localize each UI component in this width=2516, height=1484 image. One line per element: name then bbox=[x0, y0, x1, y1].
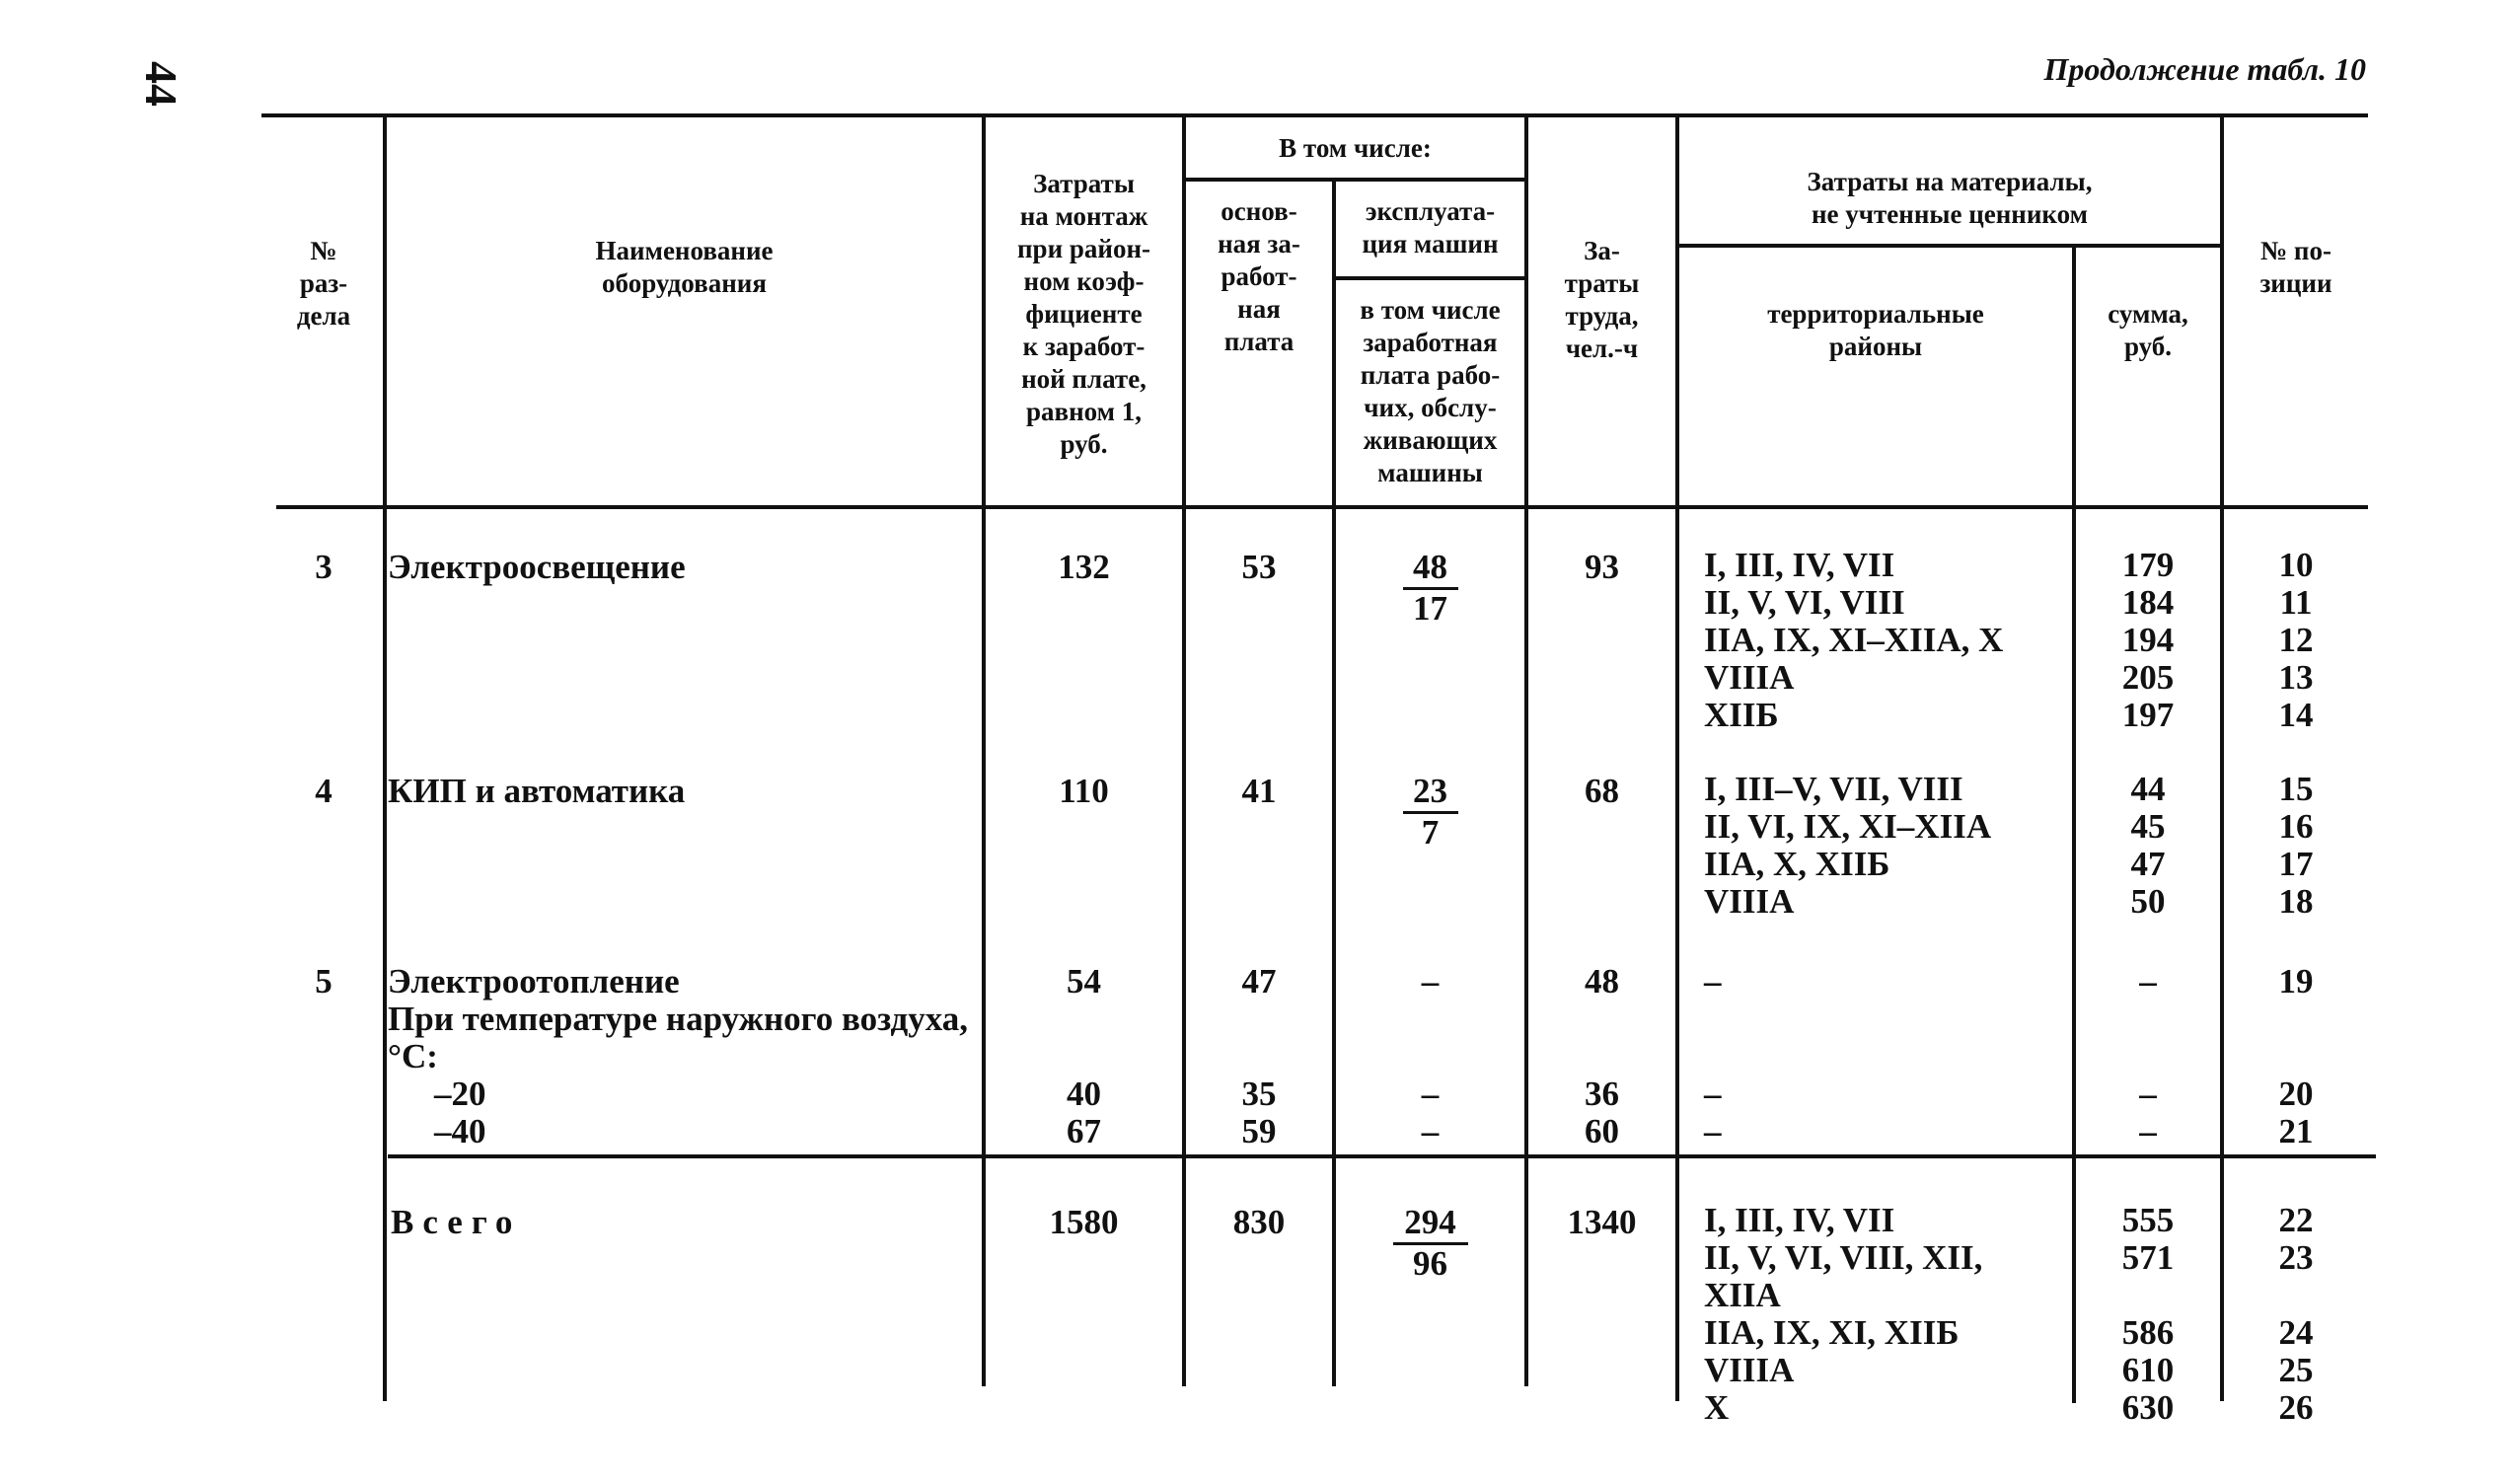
row3-section: 3 bbox=[315, 548, 333, 586]
total-rule bbox=[388, 1154, 2376, 1158]
row5-sub2-sum: – bbox=[2139, 1112, 2157, 1150]
row4-labor: 68 bbox=[1585, 772, 1619, 810]
row3-labor: 93 bbox=[1585, 548, 1619, 586]
row3-sums: 179 184 194 205 197 bbox=[2121, 546, 2175, 734]
header-installation-cost: Затраты на монтаж при район- ном коэф- фициенте к заработ- ной плате, равном 1, руб. bbox=[1017, 169, 1150, 459]
total-wage: 830 bbox=[1232, 1203, 1286, 1241]
row5-sub1-name: –20 bbox=[434, 1075, 486, 1113]
row5-sub2-wage: 59 bbox=[1241, 1112, 1277, 1150]
row5-labor: 48 bbox=[1585, 962, 1619, 1001]
total-machines-fraction: $\frac{294}{96}$ bbox=[1336, 1204, 1524, 1283]
header-including-group: В том числе: bbox=[1279, 133, 1432, 163]
row5-sub2-cost: 67 bbox=[1067, 1112, 1101, 1150]
row3-cost: 132 bbox=[1058, 548, 1110, 586]
row5-sub1-wage: 35 bbox=[1241, 1075, 1277, 1113]
header-section-number: № раз- дела bbox=[296, 236, 351, 331]
row4-wage: 41 bbox=[1241, 772, 1277, 810]
total-label: Всего bbox=[391, 1203, 522, 1241]
header-equipment-name: Наименование оборудования bbox=[595, 236, 774, 298]
row5-sub1-sum: – bbox=[2139, 1075, 2157, 1113]
row4-regions: I, III–V, VII, VIII II, VI, IX, XI–XIIA IIA, X, XIIБ VIIIA bbox=[1704, 770, 1992, 921]
row4-section: 4 bbox=[315, 772, 333, 810]
table-continuation-caption: Продолжение табл. 10 bbox=[2043, 51, 2366, 87]
row5-machines: – bbox=[1421, 962, 1440, 1001]
header-labor-cost: За- траты труда, чел.-ч bbox=[1564, 236, 1640, 363]
header-position-number: № по- зиции bbox=[2259, 236, 2332, 298]
header-machine-operation: эксплуата- ция машин bbox=[1362, 196, 1499, 259]
row4-positions: 15 16 17 18 bbox=[2278, 770, 2314, 921]
machines-subheader-rule bbox=[1334, 276, 1524, 280]
row5-sub1-labor: 36 bbox=[1585, 1075, 1619, 1113]
row5-sub2-region: – bbox=[1704, 1112, 1722, 1150]
row4-cost: 110 bbox=[1059, 772, 1109, 810]
row5-name: Электроотопление При температуре наружного воздуха, °С: bbox=[388, 962, 969, 1076]
row3-wage: 53 bbox=[1241, 548, 1277, 586]
row5-sub2-position: 21 bbox=[2278, 1112, 2314, 1150]
row3-regions: I, III, IV, VII II, V, VI, VIII IIA, IX, XI–XIIA, X VIIIA XIIБ bbox=[1704, 546, 2004, 734]
row5-sub2-machines: – bbox=[1421, 1112, 1440, 1150]
row5-sub2-labor: 60 bbox=[1585, 1112, 1619, 1150]
header-bottom-rule bbox=[276, 505, 2368, 509]
total-sums: 555 571 586 610 630 bbox=[2121, 1201, 2175, 1427]
table-top-rule bbox=[261, 113, 2368, 117]
row5-wage: 47 bbox=[1241, 962, 1277, 1001]
row3-positions: 10 11 12 13 14 bbox=[2278, 546, 2314, 734]
page-number: 44 bbox=[136, 61, 186, 107]
row3-machines-fraction: $\frac{48}{17}$ bbox=[1336, 549, 1524, 628]
col-divider-1 bbox=[383, 113, 387, 1401]
header-base-wage: основ- ная за- работ- ная плата bbox=[1218, 196, 1300, 356]
row5-sub1-position: 20 bbox=[2278, 1075, 2314, 1113]
header-materials-sum: сумма, руб. bbox=[2108, 299, 2188, 361]
group-header-rule bbox=[1184, 178, 1524, 182]
total-positions: 22 23 24 25 26 bbox=[2278, 1201, 2314, 1427]
materials-header-rule bbox=[1677, 244, 2222, 248]
row4-name: КИП и автоматика bbox=[388, 772, 686, 810]
header-materials-group: Затраты на материалы, не учтенные ценником bbox=[1807, 167, 2093, 229]
header-machine-operator-wage: в том числе заработная плата рабо- чих, обслу- живающих машины bbox=[1360, 295, 1501, 487]
row5-region: – bbox=[1704, 962, 1722, 1001]
row5-sub1-machines: – bbox=[1421, 1075, 1440, 1113]
row5-position: 19 bbox=[2278, 962, 2314, 1001]
header-territorial-regions: территориальные районы bbox=[1767, 299, 1984, 361]
row5-sum: – bbox=[2139, 962, 2157, 1001]
total-cost: 1580 bbox=[1049, 1203, 1119, 1241]
row4-machines-fraction: $\frac{23}{7}$ bbox=[1336, 773, 1524, 852]
total-labor: 1340 bbox=[1567, 1203, 1637, 1241]
row5-cost: 54 bbox=[1067, 962, 1101, 1001]
total-regions: I, III, IV, VII II, V, VI, VIII, XII, XIIA IIA, IX, XI, XIIБ VIIIA X bbox=[1704, 1201, 1983, 1427]
row3-name: Электроосвещение bbox=[388, 548, 686, 586]
row4-sums: 44 45 47 50 bbox=[2130, 770, 2166, 921]
row5-sub2-name: –40 bbox=[434, 1112, 486, 1150]
row5-section: 5 bbox=[315, 962, 333, 1001]
row5-sub1-region: – bbox=[1704, 1075, 1722, 1113]
row5-sub1-cost: 40 bbox=[1067, 1075, 1101, 1113]
